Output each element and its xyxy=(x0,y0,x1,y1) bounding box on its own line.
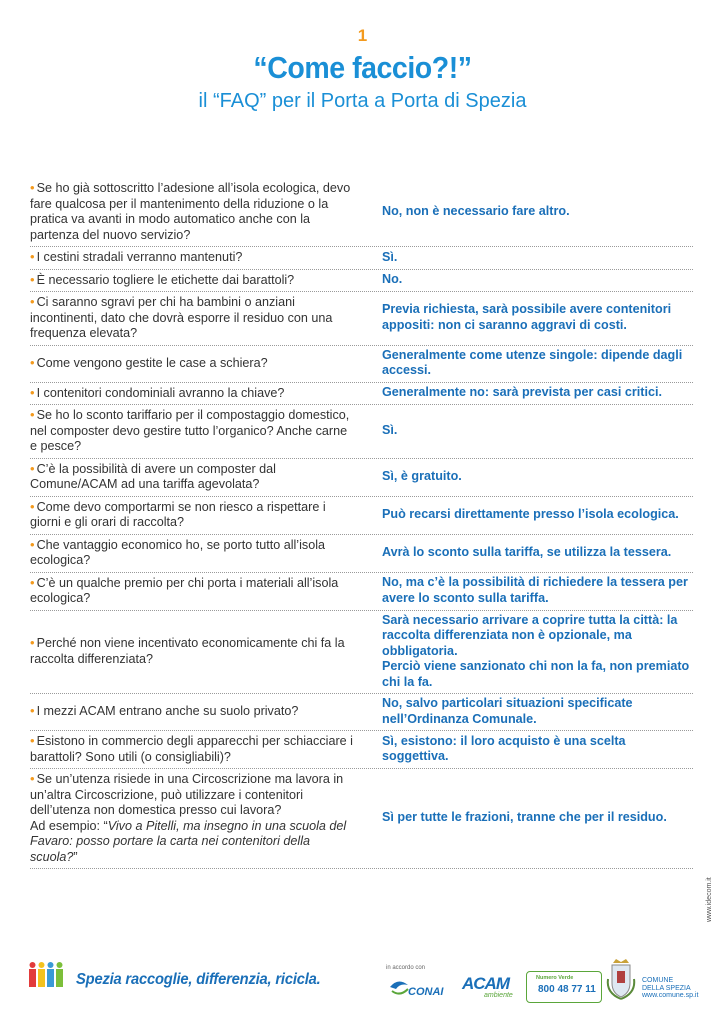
bullet-icon: • xyxy=(30,460,35,476)
faq-row xyxy=(30,573,693,611)
numero-verde: 800 48 77 11 xyxy=(538,984,596,995)
acam-logo: ACAM xyxy=(462,974,509,993)
faq-question xyxy=(30,461,365,493)
faq-row xyxy=(30,346,693,383)
comune-website: www.comune.sp.it xyxy=(642,992,699,999)
faq-question-text: Perché non viene incentivato economicamente chi fa la raccolta differenziata? xyxy=(30,636,345,666)
faq-question xyxy=(30,537,365,569)
faq-answer: Generalmente no: sarà prevista per casi critici. xyxy=(382,385,662,399)
faq-question xyxy=(30,771,365,865)
faq-question-text: Se un’utenza risiede in una Circoscrizione ma lavora in un’altra Circoscrizione, può utilizzare i contenitori dell’utenza non domestica presso cui lavora? Ad esempio: “ xyxy=(30,772,344,833)
credit-text: www.idecom.it xyxy=(706,877,713,922)
faq-question xyxy=(30,385,365,402)
bullet-icon: • xyxy=(30,249,35,264)
page-number: 1 xyxy=(357,26,368,45)
faq-question-text: Come vengono gestite le case a schiera? xyxy=(36,355,268,370)
faq-question-text: Ci saranno sgravi per chi ha bambini o anziani incontinenti, dato che dovrà esporre il residuo con una frequenza elevata? xyxy=(30,295,333,340)
comune-line-2: DELLA SPEZIA xyxy=(642,984,691,992)
faq-row xyxy=(30,405,693,459)
faq-question xyxy=(30,407,365,455)
faq-row xyxy=(30,247,693,270)
faq-question-example: Vivo a Pitelli, ma insegno in una scuola del Favaro: posso portare la carta nei contenitori della scuola? xyxy=(30,818,347,864)
faq-question-text: I mezzi ACAM entrano anche su suolo privato? xyxy=(36,704,299,719)
faq-answer: Previa richiesta, sarà possibile avere contenitori appositi: non ci saranno aggravi di costi. xyxy=(382,302,672,332)
faq-row xyxy=(30,459,693,497)
comune-line-1: COMUNE xyxy=(642,977,674,984)
faq-row xyxy=(30,383,693,406)
faq-question-text: Esistono in commercio degli apparecchi per schiacciare i barattoli? Sono utili (o consigliabili)? xyxy=(30,734,353,764)
faq-question-end: ” xyxy=(73,849,78,864)
faq-question xyxy=(30,249,365,266)
faq-answer: Sì, è gratuito. xyxy=(382,468,462,483)
faq-answer: Sarà necessario arrivare a coprire tutta la città: la raccolta differenziata non è opzionale, ma obbligatoria. Perciò viene sanzionato chi non la fa, non premiato chi la fa. xyxy=(382,612,690,689)
faq-question xyxy=(30,180,365,243)
faq-answer: Generalmente come utenze singole: dipende dagli accessi. xyxy=(382,347,683,377)
faq-answer: No, salvo particolari situazioni specificate nell’Ordinanza Comunale. xyxy=(382,696,633,726)
bullet-icon: • xyxy=(30,536,35,552)
faq-answer: Sì per tutte le frazioni, tranne che per il residuo. xyxy=(382,810,667,825)
bullet-icon: • xyxy=(30,180,35,195)
faq-question-text: Che vantaggio economico ho, se porto tutto all’isola ecologica? xyxy=(30,537,325,567)
bullet-icon: • xyxy=(30,407,35,422)
faq-question xyxy=(30,272,365,289)
faq-row xyxy=(30,292,693,346)
faq-question-text: Come devo comportarmi se non riesco a rispettare i giorni e gli orari di raccolta? xyxy=(30,499,326,529)
acam-sub-label: ambiente xyxy=(484,992,513,999)
faq-row xyxy=(30,611,693,695)
bullet-icon: • xyxy=(30,733,35,748)
bullet-icon: • xyxy=(30,384,35,400)
faq-answer: No, ma c’è la possibilità di richiedere la tessera per avere lo sconto sulla tariffa. xyxy=(382,575,688,605)
faq-question xyxy=(30,575,365,607)
comune-label xyxy=(642,977,691,992)
faq-answer: Sì. xyxy=(382,423,398,437)
faq-row xyxy=(30,270,693,293)
faq-row xyxy=(30,731,693,769)
conai-label: CONAI xyxy=(408,986,444,998)
bullet-icon: • xyxy=(30,294,35,309)
slogan: Spezia raccoglie, differenzia, ricicla. xyxy=(76,971,321,988)
faq-question-text: Se ho lo sconto tariffario per il compostaggio domestico, nel composter devo gestire tutto l’organico? Anche carne e pesce? xyxy=(30,408,350,453)
footer xyxy=(0,955,725,1015)
bullet-icon: • xyxy=(30,498,35,514)
faq-answer: No, non è necessario fare altro. xyxy=(382,203,570,218)
faq-answer: No. xyxy=(382,272,403,286)
faq-row xyxy=(30,769,693,869)
comune-crest-icon xyxy=(604,957,638,1001)
faq-row xyxy=(30,694,693,731)
faq-answer: Può recarsi direttamente presso l’isola ecologica. xyxy=(382,506,679,521)
faq-question xyxy=(30,355,365,372)
bullet-icon: • xyxy=(30,354,35,370)
faq-question-text: C’è la possibilità di avere un composter dal Comune/ACAM ad una tariffa agevolata? xyxy=(30,461,276,491)
faq-question xyxy=(30,703,365,720)
faq-question xyxy=(30,635,365,667)
recycling-bins-icon xyxy=(28,961,64,989)
faq-question-text: I cestini stradali verranno mantenuti? xyxy=(36,250,243,264)
bullet-icon: • xyxy=(30,635,35,651)
page-title: “Come faccio?!” xyxy=(253,50,472,85)
faq-row xyxy=(30,535,693,573)
bullet-icon: • xyxy=(30,574,35,590)
faq-question xyxy=(30,294,365,342)
page-subtitle: il “FAQ” per il Porta a Porta di Spezia xyxy=(198,90,527,112)
in-accordo-label: in accordo con xyxy=(386,965,426,971)
faq-question-text: Se ho già sottoscritto l’adesione all’isola ecologica, devo fare qualcosa per il mantenimento della riduzione o la pratica va avanti in modo automatico anche con la partenza del nuovo servizio? xyxy=(30,181,351,242)
faq-row xyxy=(30,497,693,535)
faq-answer: Sì, esistono: il loro acquisto è una scelta soggettiva. xyxy=(382,733,626,763)
faq-question xyxy=(30,733,365,765)
faq-table xyxy=(30,178,693,869)
numero-verde-label: Numero Verde xyxy=(536,975,574,981)
bullet-icon: • xyxy=(30,771,35,786)
faq-question-text: È necessario togliere le etichette dai barattoli? xyxy=(36,272,295,287)
faq-question xyxy=(30,499,365,531)
bullet-icon: • xyxy=(30,703,35,719)
faq-question-text: I contenitori condominiali avranno la chiave? xyxy=(36,385,285,400)
faq-question-text: C’è un qualche premio per chi porta i materiali all’isola ecologica? xyxy=(30,575,339,605)
faq-answer: Sì. xyxy=(382,249,398,264)
bullet-icon: • xyxy=(30,271,35,287)
faq-row xyxy=(30,178,693,247)
faq-answer: Avrà lo sconto sulla tariffa, se utilizza la tessera. xyxy=(382,544,672,559)
